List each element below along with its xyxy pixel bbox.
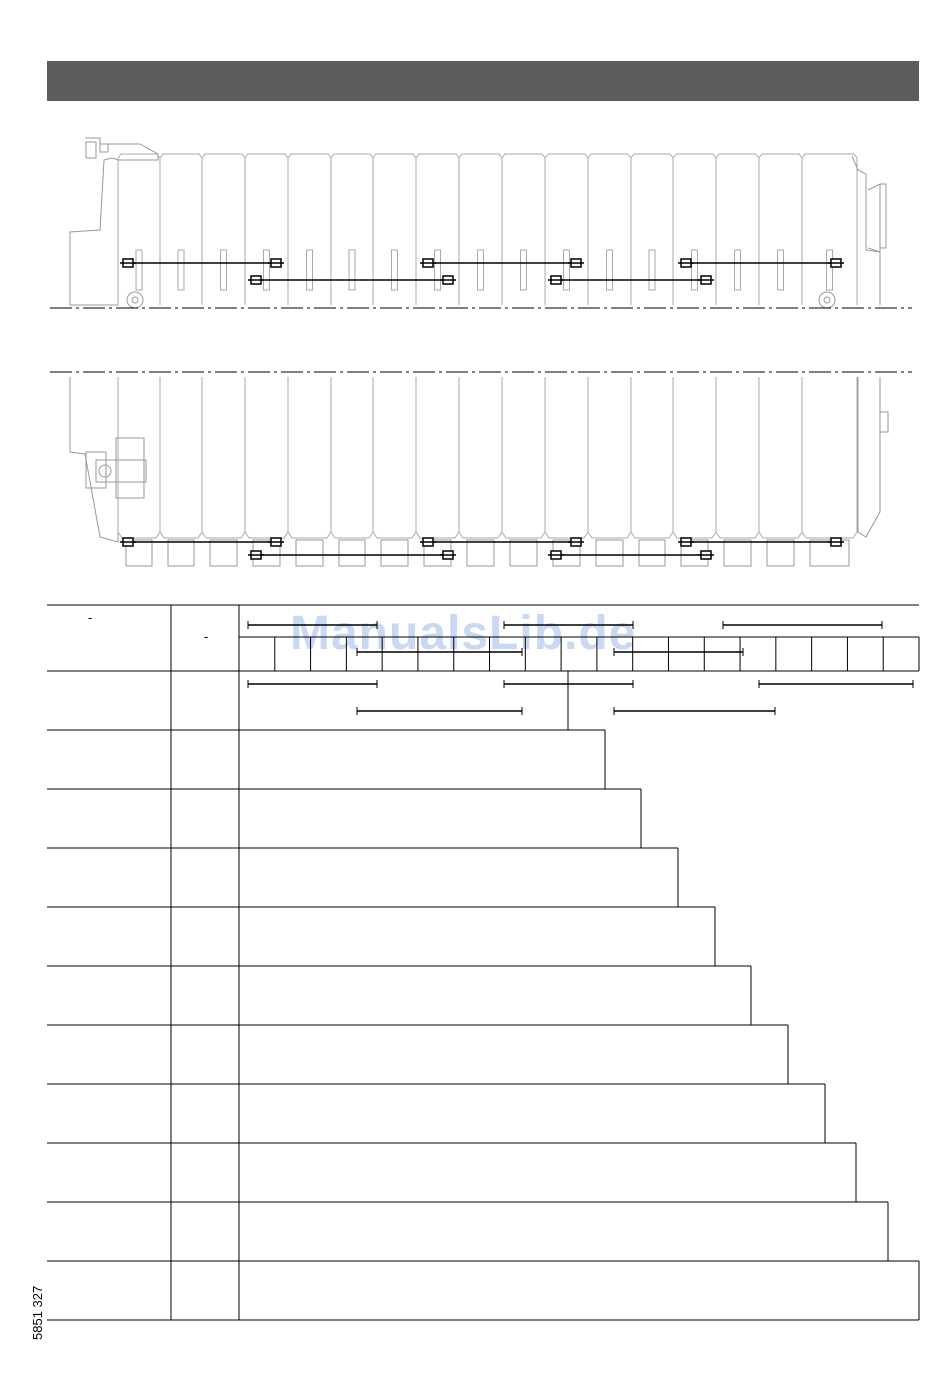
col1-header: - [88,610,93,625]
document-number: 5851 327 [30,1285,45,1340]
boiler-bottom-view-drawing [0,362,950,574]
tie-rod-table [0,600,950,1330]
col2-header: - [204,629,209,644]
section-header-bar [47,61,919,101]
boiler-top-view-drawing [0,130,950,320]
watermark: ManualsLib.de [290,607,637,660]
